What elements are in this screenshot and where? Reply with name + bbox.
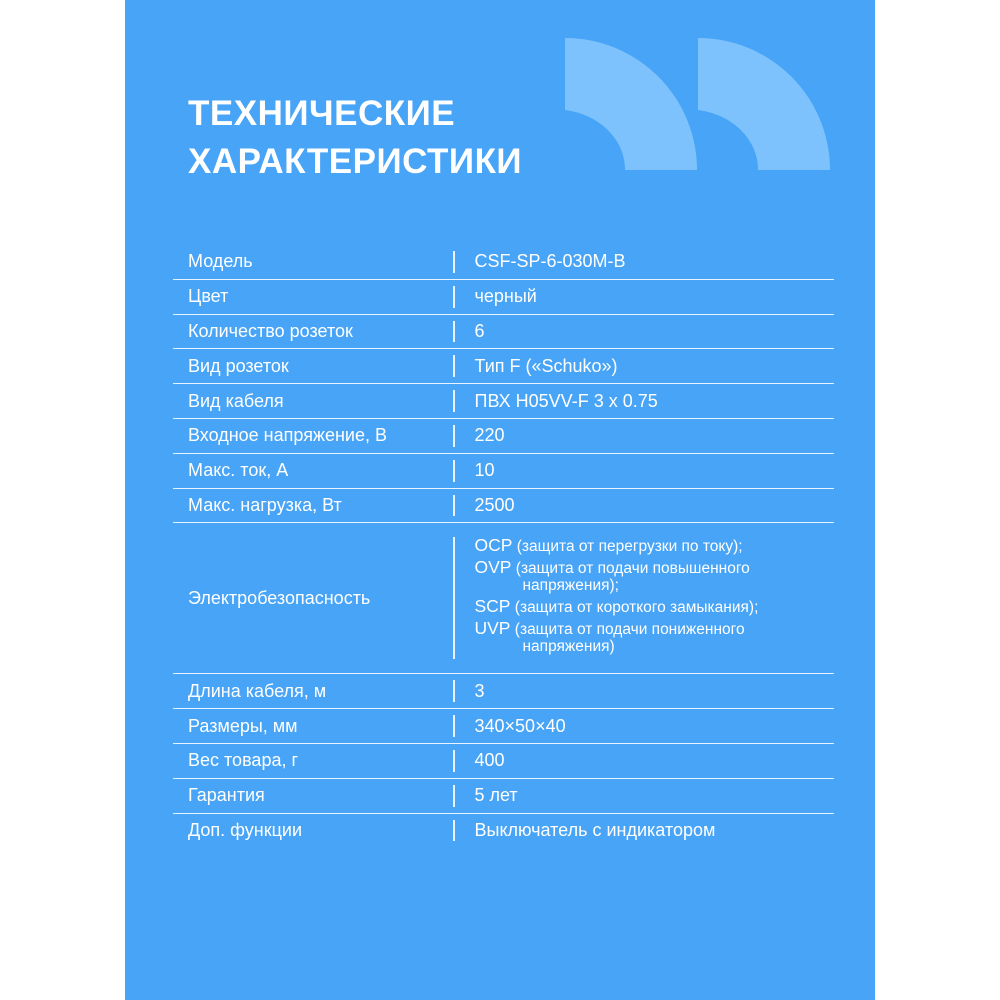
spec-row-max-load [173,489,834,524]
safety-item-scp [475,598,835,616]
spec-value: Тип F («Schuko») [474,355,618,376]
safety-code: OVP [474,557,512,578]
safety-item-uvp [475,620,835,655]
spec-label: Вес товара, г [188,750,299,771]
spec-value: 10 [474,460,495,481]
spec-card [125,0,875,1000]
spec-value: 6 [474,320,485,341]
quote-mark-right [698,38,830,170]
spec-value: CSF-SP-6-030M-B [474,251,626,272]
safety-text: (защита от перегрузки по току); [516,538,743,556]
spec-value: черный [474,286,537,307]
spec-row-cable-length [173,674,834,709]
page-title [188,90,522,186]
spec-row-input-voltage [173,419,834,454]
safety-code: SCP [474,596,511,617]
spec-value: 340×50×40 [474,715,566,736]
spec-row-dimensions [173,709,834,744]
safety-features-list [455,537,835,659]
spec-table [173,245,834,847]
safety-code: OCP [474,535,513,556]
spec-row-extra-functions [173,814,834,848]
spec-value: 5 лет [474,785,518,806]
spec-row-max-current [173,454,834,489]
safety-text-continued: напряжения); [522,577,619,595]
spec-row-weight [173,744,834,779]
spec-label: Длина кабеля, м [188,680,327,701]
safety-item-ovp [475,559,835,594]
spec-value: Выключатель с индикатором [474,819,716,840]
spec-row-outlet-type [173,349,834,384]
safety-text: (защита от короткого замыкания); [514,599,759,617]
spec-value: 400 [474,750,505,771]
spec-label: Размеры, мм [188,715,298,736]
spec-row-color [173,280,834,315]
spec-label: Модель [188,251,253,272]
safety-text: (защита от подачи повышенного [515,560,750,578]
spec-label: Входное напряжение, В [188,425,388,446]
spec-row-outlet-count [173,315,834,350]
spec-value: ПВХ H05VV-F 3 x 0.75 [474,390,658,411]
spec-label: Гарантия [188,785,265,806]
spec-row-cable-type [173,384,834,419]
spec-label: Вид розеток [188,355,289,376]
spec-label: Цвет [188,286,229,307]
spec-label: Количество розеток [188,320,353,341]
spec-row-model [173,245,834,280]
spec-label: Доп. функции [188,819,302,840]
spec-value: 220 [474,425,505,446]
spec-label: Вид кабеля [188,390,284,411]
safety-text: (защита от подачи пониженного [514,621,745,639]
spec-label: Электробезопасность [188,587,371,608]
safety-item-ocp [475,537,835,555]
spec-row-warranty [173,779,834,814]
title-line-2: ХАРАКТЕРИСТИКИ [188,142,523,181]
spec-value: 3 [474,680,485,701]
quote-mark-left [565,38,697,170]
spec-label: Макс. нагрузка, Вт [188,494,342,515]
safety-text-continued: напряжения) [522,638,615,656]
spec-row-electrical-safety [173,523,834,674]
safety-code: UVP [474,618,511,639]
spec-label: Макс. ток, А [188,460,289,481]
title-line-1: ТЕХНИЧЕСКИЕ [188,94,456,133]
spec-value: 2500 [474,494,515,515]
